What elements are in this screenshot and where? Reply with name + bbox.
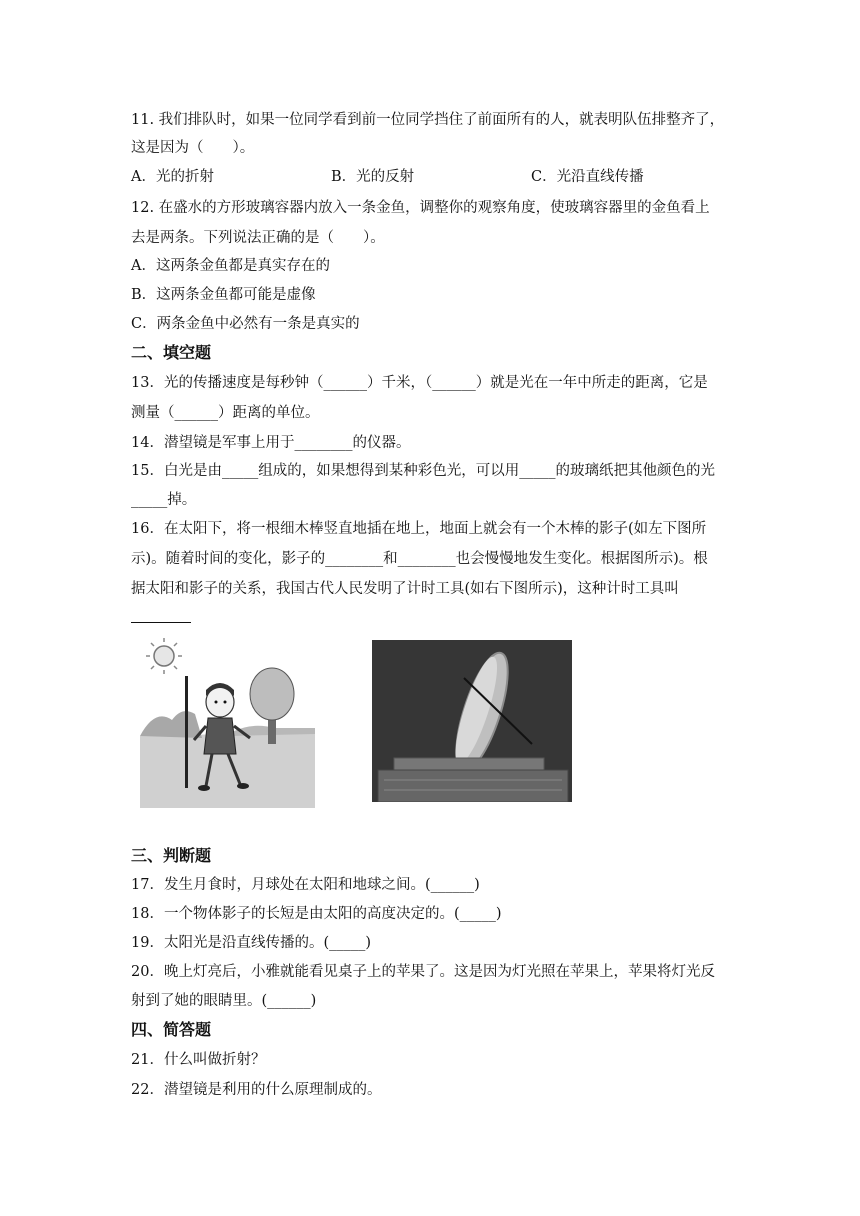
question-17: 17．发生月食时，月球处在太阳和地球之间。(______) [131,877,480,893]
question-15-line-2: _____掉。 [131,492,197,508]
section-3-heading: 三、判断题 [131,846,212,865]
question-12-option-c: C．两条金鱼中必然有一条是真实的 [131,316,360,332]
question-11-line-1: 11. 我们排队时，如果一位同学看到前一位同学挡住了前面所有的人，就表明队伍排整齐了， [131,112,725,128]
sun-shadow-illustration [140,636,315,808]
section-4-heading: 四、简答题 [131,1020,212,1039]
question-21: 21．什么叫做折射？ [131,1052,266,1068]
question-12-option-b: B．这两条金鱼都可能是虚像 [131,287,316,303]
question-11-option-c: C．光沿直线传播 [531,169,644,185]
question-12-line-2: 去是两条。下列说法正确的是（ ）。 [131,230,385,246]
question-16-line-3: 据太阳和影子的关系，我国古代人民发明了计时工具(如右下图所示)，这种计时工具叫 [131,581,679,597]
question-20-line-1: 20．晚上灯亮后，小雅就能看见桌子上的苹果了。这是因为灯光照在苹果上，苹果将灯光反 [131,964,715,980]
sun-icon [146,638,182,674]
question-13-line-2: 测量（______）距离的单位。 [131,405,320,421]
question-11-option-b: B．光的反射 [331,169,415,185]
section-2-heading: 二、填空题 [131,343,212,362]
question-20-line-2: 射到了她的眼睛里。(______) [131,993,317,1009]
question-22: 22．潜望镜是利用的什么原理制成的。 [131,1082,382,1098]
question-18: 18．一个物体影子的长短是由太阳的高度决定的。(_____) [131,906,502,922]
question-12-option-a: A．这两条金鱼都是真实存在的 [131,258,330,274]
question-16-line-1: 16．在太阳下，将一根细木棒竖直地插在地上，地面上就会有一个木棒的影子(如左下图所 [131,521,707,537]
question-16-line-2: 示)。随着时间的变化，影子的________和________也会慢慢地发生变化。根据图所示)。根 [131,551,708,567]
question-13-line-1: 13．光的传播速度是每秒钟（______）千米，（______）就是光在一年中所走的距离，它是 [131,375,708,391]
question-16-answer-blank [131,622,191,623]
question-11-option-a: A．光的折射 [131,169,214,185]
question-12-line-1: 12. 在盛水的方形玻璃容器内放入一条金鱼，调整你的观察角度，使玻璃容器里的金鱼看上 [131,200,710,216]
question-11-line-2: 这是因为（ ）。 [131,140,255,156]
question-19: 19．太阳光是沿直线传播的。(_____) [131,935,372,951]
sundial-photo [372,640,572,802]
question-15-line-1: 15．白光是由_____组成的，如果想得到某种彩色光，可以用_____的玻璃纸把其他颜色的光 [131,463,715,479]
question-14: 14．潜望镜是军事上用于________的仪器。 [131,435,411,451]
